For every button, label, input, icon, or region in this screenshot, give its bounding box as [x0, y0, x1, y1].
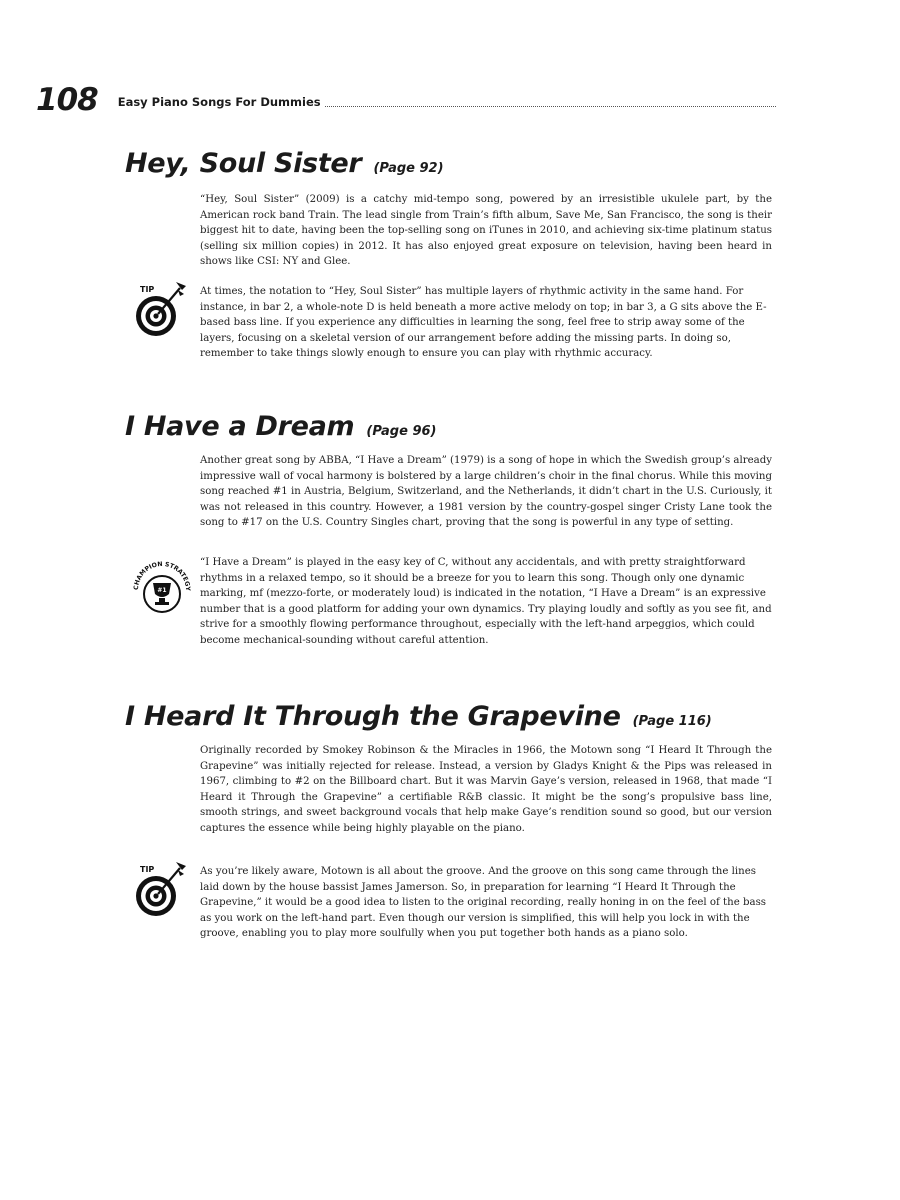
page-ref: (Page 96): [366, 424, 437, 439]
header-rule: [325, 106, 776, 107]
tip-note: At times, the notation to “Hey, Soul Sister” has multiple layers of rhythmic activity in the same hand. For instance, in bar 2, a whole-note D is held beneath a more active melody on top; in bar 3, a G sits above the E-based bass line. If you experience any difficulties in learning the song, feel free to strip away some of the layers, focusing on a skeletal version of our arrangement before adding the missing parts. In doing so, remember to take things slowly enough to ensure you can play with rhythmic accuracy.: [200, 286, 767, 360]
section-title-i-have-a-dream: I Have a Dream (Page 96): [125, 411, 437, 442]
page-ref: (Page 116): [632, 714, 712, 729]
section-title-grapevine: I Heard It Through the Grapevine (Page 116): [125, 701, 712, 732]
section-intro: Originally recorded by Smokey Robinson & the Miracles in 1966, the Motown song “I Heard It Through the Grapevine” was initially rejected for release. Instead, a version by Gladys Knight & the Pips was released in 1967, climbing to #2 on the Billboard chart. But it was Marvin Gaye’s version, released in 1968, that made “I Heard it Through the Grapevine” a certifiable R&B classic. It might be the song’s propulsive bass line, smooth strings, and sweet background vocals that help make Gaye’s rendition sound so good, but our version captures the essence while being highly playable on the piano.: [200, 745, 772, 834]
section-title-hey-soul-sister: Hey, Soul Sister (Page 92): [125, 148, 444, 179]
book-title: Easy Piano Songs For Dummies: [117, 95, 321, 109]
page-number: 108: [36, 82, 98, 118]
trophy-badge: #1: [157, 587, 167, 594]
tip-icon-label: TIP: [140, 865, 155, 874]
tip-icon: [130, 278, 190, 342]
running-header: [36, 76, 776, 116]
page-ref: (Page 92): [373, 161, 444, 176]
tip-note: As you’re likely aware, Motown is all about the groove. And the groove on this song came through the lines laid down by the house bassist James Jamerson. So, in preparation for learning “I Heard It Through the Grapevine,” it would be a good idea to listen to the original recording, really honing in on the feel of the bass as you work on the left-hand part. Even though our version is simplified, this will help you lock in with the groove, enabling you to play more soulfully when you put together both hands as a piano solo.: [200, 866, 767, 940]
tip-icon: [130, 858, 190, 922]
section-intro: Another great song by ABBA, “I Have a Dream” (1979) is a song of hope in which the Swedish group’s already impressive wall of vocal harmony is bolstered by a large children’s choir in the final chorus. While this moving song reached #1 in Austria, Belgium, Switzerland, and the Netherlands, it didn’t chart in the U.S. Curiously, it was not released in this country. However, a 1981 version by the country-gospel singer Cristy Lane took the song to #17 on the U.S. Country Singles chart, proving that the song is powerful in any type of setting.: [200, 455, 773, 529]
section-intro: “Hey, Soul Sister” (2009) is a catchy mid-tempo song, powered by an irresistible ukulele part, by the American rock band Train. The lead single from Train’s fifth album, Save Me, San Francisco, the song is their biggest hit to date, having been the top-selling song on iTunes in 2010, and achieving six-time platinum status (selling six million copies) in 2012. It has also enjoyed great exposure on television, having been heard in shows like CSI: NY and Glee.: [200, 194, 772, 268]
champion-strategy-label: CHAMPION STRATEGY: [132, 560, 192, 592]
champion-strategy-note: “I Have a Dream” is played in the easy key of C, without any accidentals, and with pretty straightforward rhythms in a relaxed tempo, so it should be a breeze for you to learn this song. Though only one dynamic marking, mf (mezzo-forte, or moderately loud) is indicated in the notation, “I Have a Dream” is an expressive number that is a good platform for adding your own dynamics. Try playing loudly and softly as you see fit, and strive for a smoothly flowing performance throughout, especially with the left-hand arpeggios, which could become mechanical-sounding without careful attention.: [200, 557, 772, 646]
tip-icon-label: TIP: [140, 285, 155, 294]
champion-strategy-icon: [128, 552, 194, 622]
